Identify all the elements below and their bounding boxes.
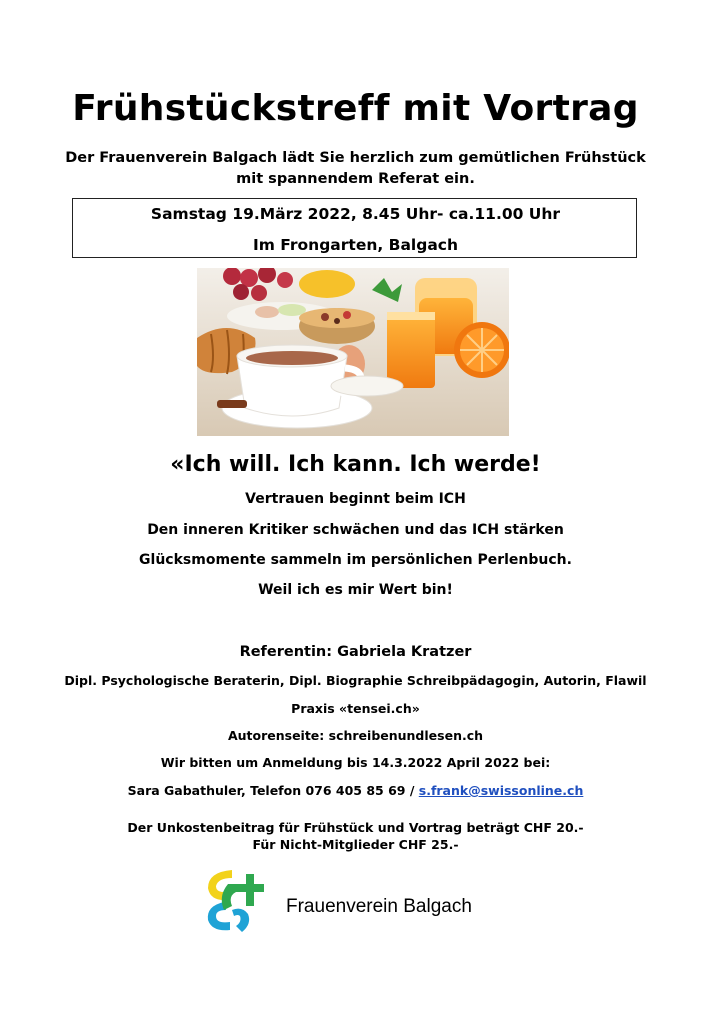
speaker-author-site: Autorenseite: schreibenundlesen.ch bbox=[227, 728, 484, 743]
frauenverein-logo-icon bbox=[202, 866, 268, 936]
topic-line: Weil ich es mir Wert bin! bbox=[258, 582, 453, 598]
topic-line: Glücksmomente sammeln im persönlichen Perlenbuch. bbox=[139, 552, 572, 568]
event-date-time: Samstag 19.März 2022, 8.45 Uhr- ca.11.00 Uhr bbox=[150, 205, 561, 223]
contact-name-phone: Sara Gabathuler, Telefon 076 405 85 69 / bbox=[127, 783, 419, 798]
topic-line: Vertrauen beginnt beim ICH bbox=[245, 491, 466, 507]
page-title: Frühstückstreff mit Vortrag bbox=[72, 88, 639, 129]
cost-line-1: Der Unkostenbeitrag für Frühstück und Vortrag beträgt CHF 20.- bbox=[127, 820, 584, 835]
breakfast-photo bbox=[197, 268, 509, 436]
speaker-title: Dipl. Psychologische Beraterin, Dipl. Biographie Schreibpädagogin, Autorin, Flawil bbox=[64, 673, 647, 688]
topic-line: Den inneren Kritiker schwächen und das ICH stärken bbox=[147, 522, 564, 538]
intro-line-1: Der Frauenverein Balgach lädt Sie herzlich zum gemütlichen Frühstück bbox=[65, 150, 646, 166]
intro-line-2: mit spannendem Referat ein. bbox=[236, 171, 475, 187]
contact-email-link[interactable]: s.frank@swissonline.ch bbox=[418, 783, 584, 798]
speaker-practice: Praxis «tensei.ch» bbox=[291, 701, 420, 716]
speaker-name: Referentin: Gabriela Kratzer bbox=[239, 644, 472, 660]
registration-text: Wir bitten um Anmeldung bis 14.3.2022 April 2022 bei: bbox=[160, 755, 551, 770]
cost-line-2: Für Nicht-Mitglieder CHF 25.- bbox=[252, 837, 459, 852]
event-location: Im Frongarten, Balgach bbox=[252, 236, 459, 254]
organization-name: Frauenverein Balgach bbox=[286, 896, 472, 917]
quote-heading: «Ich will. Ich kann. Ich werde! bbox=[170, 452, 541, 477]
registration-contact bbox=[0, 783, 711, 798]
